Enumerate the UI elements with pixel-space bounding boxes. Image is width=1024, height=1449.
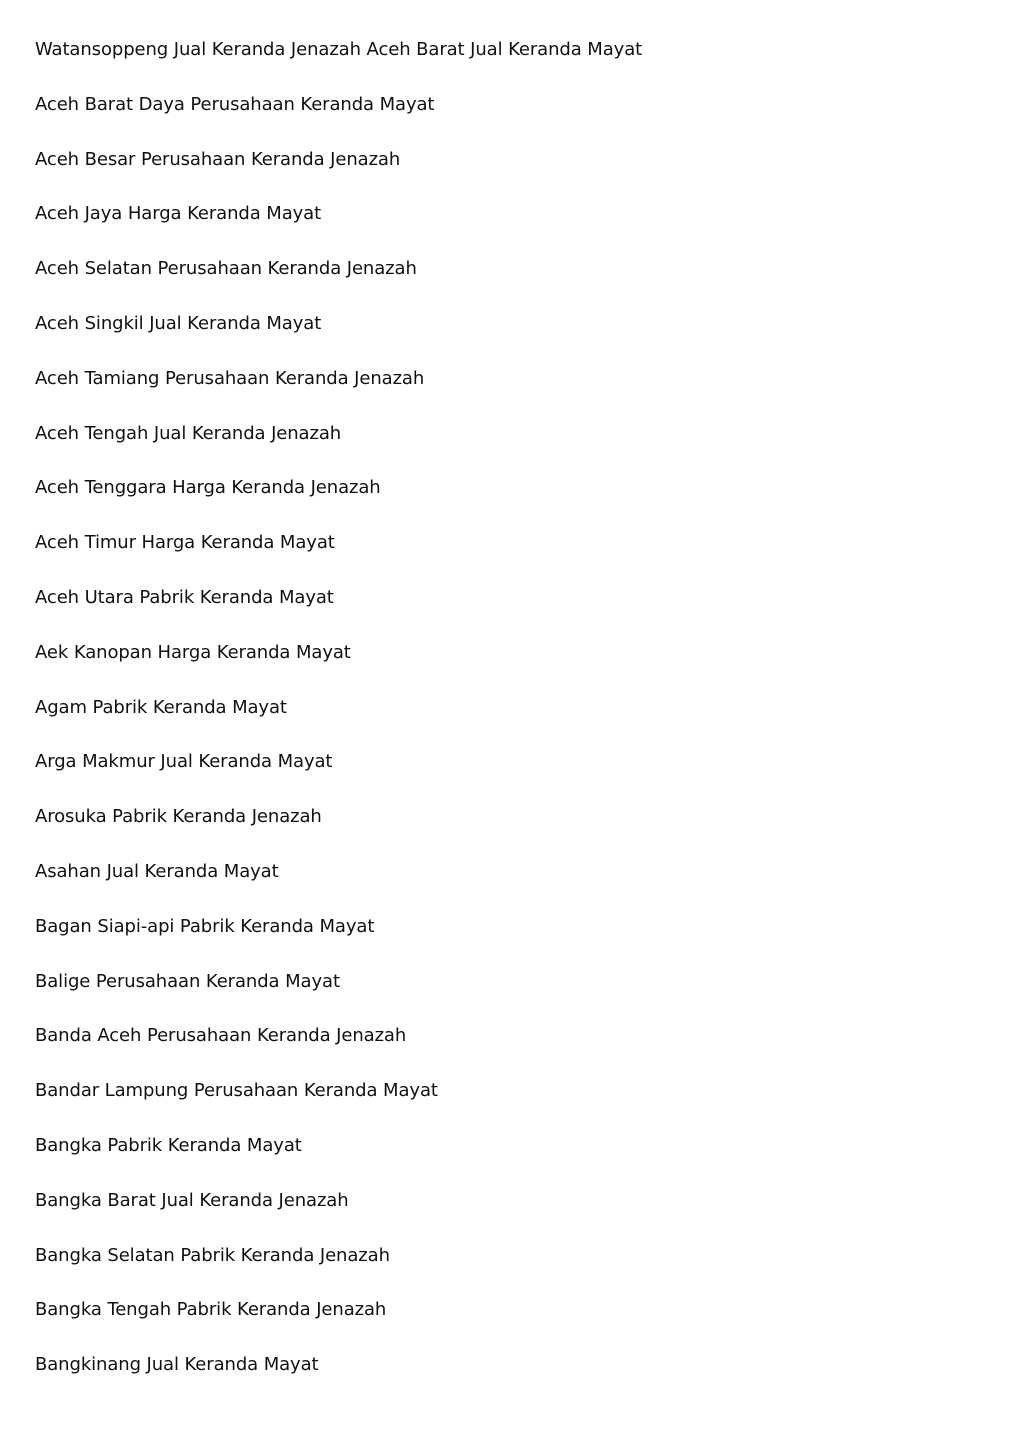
text-line: Bangka Barat Jual Keranda Jenazah	[35, 1189, 349, 1211]
text-line: Bangkinang Jual Keranda Mayat	[35, 1354, 319, 1376]
text-line: Aceh Tengah Jual Keranda Jenazah	[35, 422, 342, 444]
text-line: Agam Pabrik Keranda Mayat	[35, 696, 287, 718]
text-line: Arosuka Pabrik Keranda Jenazah	[35, 806, 322, 828]
text-line: Aceh Utara Pabrik Keranda Mayat	[35, 586, 334, 608]
text-line: Bandar Lampung Perusahaan Keranda Mayat	[35, 1080, 438, 1102]
text-line: Asahan Jual Keranda Mayat	[35, 860, 279, 882]
text-line: Aceh Tenggara Harga Keranda Jenazah	[35, 477, 381, 499]
text-line: Aceh Jaya Harga Keranda Mayat	[35, 203, 322, 225]
text-line: Aceh Tamiang Perusahaan Keranda Jenazah	[35, 367, 425, 389]
text-line: Arga Makmur Jual Keranda Mayat	[35, 751, 333, 773]
text-line: Aceh Singkil Jual Keranda Mayat	[35, 312, 322, 334]
text-line: Aek Kanopan Harga Keranda Mayat	[35, 641, 351, 663]
text-line: Bangka Selatan Pabrik Keranda Jenazah	[35, 1244, 390, 1266]
text-line: Bangka Tengah Pabrik Keranda Jenazah	[35, 1299, 387, 1321]
text-line-list	[35, 36, 642, 1406]
text-line: Aceh Selatan Perusahaan Keranda Jenazah	[35, 258, 417, 280]
text-line: Balige Perusahaan Keranda Mayat	[35, 970, 340, 992]
text-line: Banda Aceh Perusahaan Keranda Jenazah	[35, 1025, 407, 1047]
text-line: Aceh Barat Daya Perusahaan Keranda Mayat	[35, 93, 435, 115]
text-line: Bagan Siapi-api Pabrik Keranda Mayat	[35, 915, 375, 937]
text-line: Bangka Pabrik Keranda Mayat	[35, 1134, 302, 1156]
text-line: Watansoppeng Jual Keranda Jenazah Aceh Barat Jual Keranda Mayat	[35, 39, 643, 60]
text-line: Aceh Timur Harga Keranda Mayat	[35, 532, 335, 554]
text-line: Aceh Besar Perusahaan Keranda Jenazah	[35, 148, 401, 170]
